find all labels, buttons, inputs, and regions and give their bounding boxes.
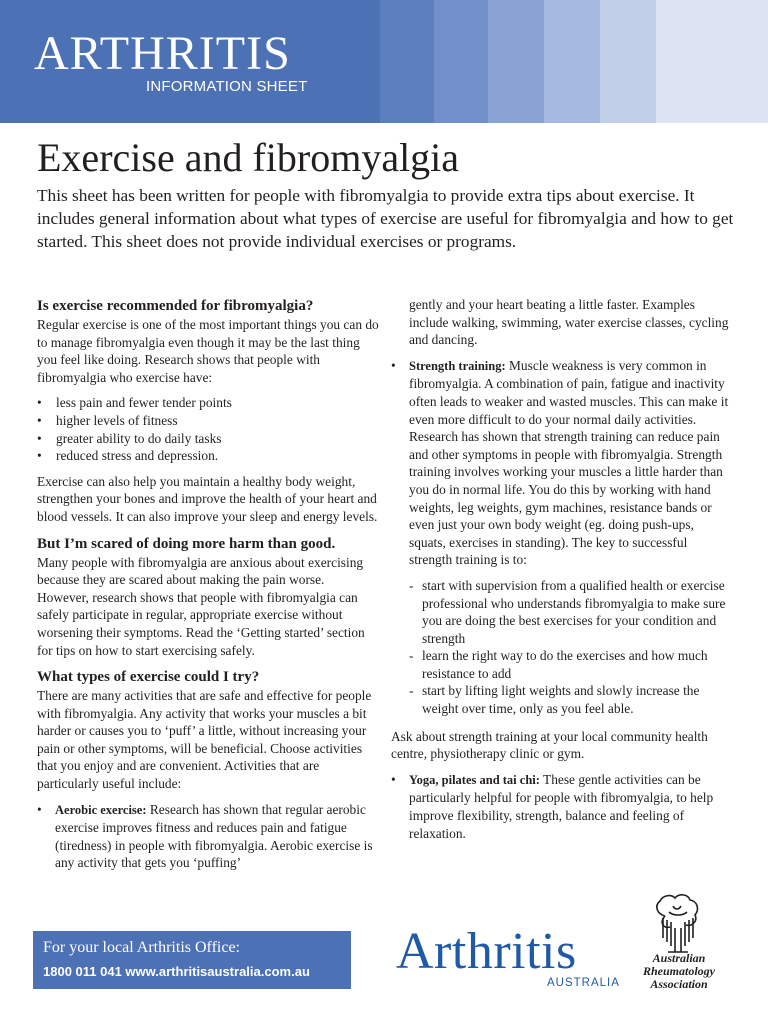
bullet-dot: • bbox=[391, 771, 396, 787]
section-heading: But I’m scared of doing more harm than good. bbox=[37, 535, 336, 552]
yoga-item bbox=[391, 771, 731, 842]
header-stripe bbox=[656, 0, 768, 123]
benefits-list bbox=[37, 394, 379, 464]
item-text: Research has shown that regular aerobic exercise improves fitness and reduces pain and fatigue (tiredness) in people with fibromyalgia. Aerobic exercise is any activity that gets you ‘puffing’ bbox=[55, 801, 373, 871]
aerobic-continued: gently and your heart beating a little faster. Examples include walking, swimming, water exercise classes, cycling and dancing. bbox=[409, 297, 729, 348]
ara-line: Association bbox=[650, 977, 708, 991]
list-item: - start by lifting light weights and slowly increase the weight over time, only as you feel able. bbox=[409, 682, 731, 717]
ara-line: Rheumatology bbox=[642, 964, 715, 978]
right-column bbox=[391, 296, 731, 848]
header-stripe bbox=[488, 0, 544, 123]
item-text: Muscle weakness is very common in fibromyalgia. A combination of pain, fatigue and inactivity often leads to weaker and wasted muscles. This can make it even more difficult to do your normal daily activities. Research has shown that strength training can reduce pain and other symptoms in people with fibromyalgia. Strength training involves working your muscles a little harder than you do in normal life. You do this by working with hand weights, leg weights, gym machines, resistance bands or even just your own body weight (eg. doing push-ups, squats, exercises in standing). The key to successful strength training is to: bbox=[409, 357, 729, 568]
item-label: Aerobic exercise: bbox=[55, 802, 147, 817]
strength-item bbox=[391, 357, 731, 569]
logo-wordmark: Arthritis bbox=[396, 923, 577, 980]
intro-paragraph: This sheet has been written for people with fibromyalgia to provide extra tips about exercise. It includes general information about what types of exercise are useful for fibromyalgia and how to get started. This sheet does not provide individual exercises or programs. bbox=[37, 186, 734, 251]
list-item: - start with supervision from a qualified health or exercise professional who understands fibromyalgia to make sure you are doing the best exercises for your condition and strength bbox=[409, 577, 731, 647]
strength-tips-list bbox=[391, 577, 731, 718]
list-item: • less pain and fewer tender points bbox=[37, 394, 379, 412]
header-stripe bbox=[434, 0, 488, 123]
ara-logo bbox=[624, 892, 734, 992]
list-item: • reduced stress and depression. bbox=[37, 447, 379, 465]
contact-heading: For your local Arthritis Office: bbox=[43, 939, 240, 956]
bullet-dot: • bbox=[391, 357, 396, 373]
paragraph: Many people with fibromyalgia are anxious about exercising because they are scared about making the pain worse. However, research shows that people with fibromyalgia can safely participate in regular, appropriate exercise without worsening their symptoms. Read the ‘Getting started’ section for tips on how to start exercising safely. bbox=[37, 554, 365, 658]
ara-line: Australian bbox=[652, 951, 706, 965]
brand-title: ARTHRITIS bbox=[34, 27, 291, 80]
contact-details: 1800 011 041 www.arthritisaustralia.com.au bbox=[43, 964, 310, 979]
tree-icon bbox=[651, 892, 703, 954]
contact-box bbox=[33, 931, 351, 989]
page-title: Exercise and fibromyalgia bbox=[37, 135, 460, 180]
item-label: Strength training: bbox=[409, 358, 506, 373]
paragraph: There are many activities that are safe and effective for people with fibromyalgia. Any activity that works your muscles a bit harder or causes you to ‘puff’ a little, without increasing your pain or other symptoms, will be beneficial. Choose activities that you enjoy and are convenient. Activities that are particularly useful include: bbox=[37, 688, 372, 792]
logo-country: AUSTRALIA bbox=[547, 977, 620, 989]
header-stripe bbox=[544, 0, 600, 123]
list-item: • higher levels of fitness bbox=[37, 412, 379, 430]
aerobic-item bbox=[37, 801, 379, 872]
header-main-block bbox=[0, 0, 380, 123]
ara-name bbox=[624, 952, 734, 991]
arthritis-australia-logo bbox=[396, 923, 620, 992]
section-heading: What types of exercise could I try? bbox=[37, 669, 260, 686]
header-stripe bbox=[380, 0, 434, 123]
header-stripe bbox=[600, 0, 656, 123]
section-heading: Is exercise recommended for fibromyalgia? bbox=[37, 298, 314, 314]
paragraph: Exercise can also help you maintain a healthy body weight, strengthen your bones and improve the health of your heart and blood vessels. It can also improve your sleep and energy levels. bbox=[37, 473, 378, 524]
paragraph: Ask about strength training at your local community health centre, physiotherapy clinic or gym. bbox=[391, 728, 708, 762]
left-column bbox=[37, 296, 379, 878]
item-label: Yoga, pilates and tai chi: bbox=[409, 772, 540, 787]
bullet-dot: • bbox=[37, 801, 42, 817]
list-item: • greater ability to do daily tasks bbox=[37, 430, 379, 448]
brand-subtitle: INFORMATION SHEET bbox=[146, 78, 308, 95]
header-banner bbox=[0, 0, 768, 123]
list-item: - learn the right way to do the exercises and how much resistance to add bbox=[409, 647, 731, 682]
paragraph: Regular exercise is one of the most important things you can do to manage fibromyalgia even though it may be the last thing you feel like doing. Research shows that people with fibromyalgia who exercise have: bbox=[37, 317, 379, 385]
item-text: These gentle activities can be particularly helpful for people with fibromyalgia, to help improve flexibility, strength, balance and feeling of relaxation. bbox=[409, 771, 714, 841]
